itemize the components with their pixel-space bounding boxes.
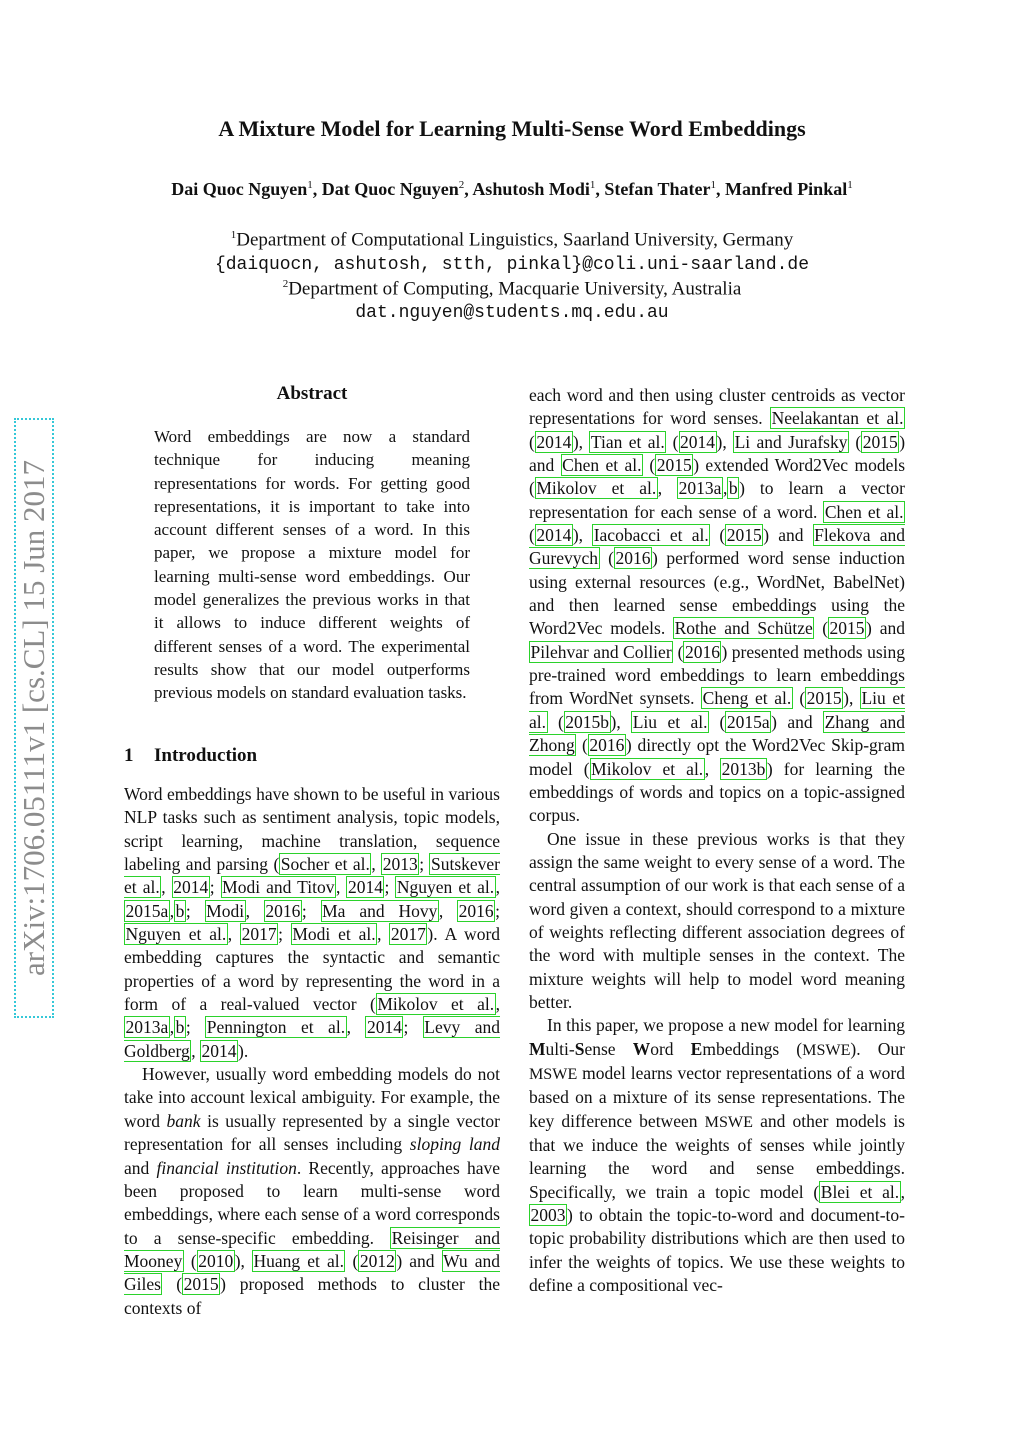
emphasis-text: bank: [166, 1110, 201, 1131]
body-text: and other models is that we induce the weights of senses while jointly learning the word and sense embeddings. Specifically, we train a topic model (: [529, 1110, 905, 1202]
body-text: ,: [169, 900, 175, 921]
citation-link[interactable]: 2015: [829, 618, 865, 639]
affiliation-1-mark: 1: [230, 229, 237, 241]
citation-link[interactable]: 2014: [173, 877, 209, 898]
citation-link[interactable]: 2013b: [721, 758, 766, 779]
citation-link[interactable]: 2013: [382, 854, 418, 875]
body-text: and: [124, 1157, 157, 1178]
paper-title: A Mixture Model for Learning Multi-Sense Word Embeddings: [218, 116, 806, 141]
body-text: ,: [245, 900, 264, 921]
body-text: ,: [495, 994, 500, 1015]
author-name: Stefan Thater: [604, 179, 711, 199]
author-name: Dat Quoc Nguyen: [321, 179, 459, 199]
body-text: ) and: [529, 431, 906, 476]
abstract-heading: Abstract: [276, 383, 348, 404]
author-separator: ,: [312, 179, 322, 199]
body-text: (: [529, 431, 535, 452]
author-affiliation-mark: 1: [710, 179, 717, 191]
arxiv-identifier: arXiv:1706.05111v1 [cs.CL] 15 Jun 2017: [16, 459, 51, 977]
body-text: ),: [716, 431, 734, 452]
citation-link[interactable]: Reisinger and Mooney: [124, 1227, 500, 1271]
emphasis-text: financial institution: [156, 1157, 297, 1178]
citation-link[interactable]: Huang et al.: [253, 1250, 344, 1271]
body-text: ;: [301, 900, 321, 921]
arxiv-stamp[interactable]: [14, 418, 54, 1018]
citation-link[interactable]: 2016: [265, 900, 301, 921]
citation-link[interactable]: Wu and Giles: [124, 1250, 501, 1295]
citation-link[interactable]: Tian et al.: [590, 431, 665, 452]
author-name: Manfred Pinkal: [725, 179, 848, 199]
body-text: ). Our: [850, 1038, 905, 1059]
citation-link[interactable]: b: [728, 478, 738, 499]
bold-letter: E: [690, 1038, 703, 1059]
affiliation-1: [0, 229, 1024, 251]
author-name: Ashutosh Modi: [472, 179, 590, 199]
body-text: ) and: [396, 1250, 442, 1271]
body-text: (: [673, 641, 684, 662]
citation-link[interactable]: 2013a: [125, 1017, 169, 1038]
body-text: ;: [278, 924, 291, 945]
body-text: mbeddings (: [702, 1038, 803, 1059]
citation-link[interactable]: 2015: [656, 455, 692, 476]
citation-link[interactable]: 2016: [458, 900, 494, 921]
body-text: ord: [650, 1038, 691, 1059]
body-text: ) to learn a vector representation for each sense of a word.: [529, 478, 906, 522]
citation-link[interactable]: Modi: [206, 900, 245, 921]
citation-link[interactable]: b: [175, 1017, 185, 1038]
body-text: ). A word embedding captures the syntactic and semantic properties of a word by representing the word in a form of a real-valued vector (: [124, 924, 501, 1015]
citation-link[interactable]: 2014: [366, 1017, 402, 1038]
citation-link[interactable]: Iacobacci et al.: [593, 525, 709, 546]
citation-link[interactable]: Cheng et al.: [702, 688, 792, 709]
author-list: [0, 179, 1024, 200]
email-1: {daiquocn, ashutosh, stth, pinkal}@coli.uni-saarland.de: [214, 255, 810, 275]
body-text: ,: [657, 478, 678, 499]
body-text: ) extended Word2Vec models (: [529, 455, 906, 499]
author-affiliation-mark: 1: [307, 179, 313, 191]
body-text: ;: [403, 1017, 423, 1038]
citation-link[interactable]: Chen et al.: [824, 501, 904, 522]
body-text: ,: [704, 758, 721, 779]
citation-link[interactable]: 2003: [530, 1205, 566, 1226]
body-text: ),: [572, 525, 593, 546]
paragraph: [124, 1063, 500, 1320]
body-text: However, usually word embedding models do not take into account lexical ambiguity. For example, the word: [124, 1064, 500, 1131]
citation-link[interactable]: 2017: [390, 924, 426, 945]
citation-link[interactable]: Ma and Hovy: [322, 900, 438, 921]
body-text: ) and: [763, 525, 813, 546]
citation-link[interactable]: 2014: [680, 431, 715, 452]
citation-link[interactable]: 2015a: [726, 711, 770, 732]
body-text: ,: [371, 854, 382, 875]
emphasis-text: sloping land: [409, 1134, 500, 1155]
body-text: ,: [495, 877, 500, 898]
body-text: . Recently, approaches have been proposed to learn multi-sense word embeddings, where each sense of a word corresponds to a sense-specific embedding.: [124, 1157, 500, 1248]
body-text: ) performed word sense induction using external resources (e.g., WordNet, BabelNet) and then learned sense embeddings using the Word2Vec models.: [529, 548, 905, 639]
abstract-text: Word embeddings are now a standard technique for inducing meaning representations for words. For getting good representations, it is important to take into account different senses of a word. In this paper, we propose a mixture model for learning multi-sense word embeddings. Our model generalizes the previous works in that it allows to induce different weights of different senses of a word. The experimental results show that our model outperforms previous models on standard evaluation tasks.: [154, 427, 470, 703]
citation-link[interactable]: 2012: [359, 1250, 395, 1271]
citation-link[interactable]: 2015a: [125, 900, 169, 921]
body-text: (: [599, 548, 614, 569]
left-column-body: [124, 783, 500, 1320]
body-text: ),: [843, 688, 860, 709]
citation-link[interactable]: 2013a: [678, 478, 722, 499]
bold-letter: M: [529, 1038, 546, 1059]
author-affiliation-mark: 1: [847, 179, 853, 191]
body-text: (: [345, 1250, 359, 1271]
affiliation-2-text: Department of Computing, Macquarie University, Australia: [288, 278, 742, 300]
body-text: (: [162, 1274, 183, 1295]
citation-link[interactable]: 2014: [536, 525, 572, 546]
affiliation-2: [0, 278, 1024, 300]
citation-link[interactable]: b: [175, 900, 185, 921]
citation-link[interactable]: 2015: [806, 688, 842, 709]
body-text: Word embeddings have shown to be useful in various NLP tasks such as sentiment analysis, topic models, script learning, machine translation, sequence labeling and parsing (: [124, 784, 500, 875]
body-text: ) to obtain the topic-to-word and document-to-topic probability distributions which are then used to infer the weights of topics. We use these weights to define a compositional vec-: [529, 1205, 905, 1296]
body-text: ;: [185, 900, 205, 921]
author-separator: ,: [716, 179, 726, 199]
body-text: (: [547, 711, 564, 732]
citation-link[interactable]: Levy and Goldberg: [124, 1017, 500, 1061]
citation-link[interactable]: Liu et al.: [529, 688, 906, 732]
citation-link[interactable]: 2017: [241, 924, 277, 945]
body-text: ) and: [771, 711, 824, 732]
body-text: ) for learning the embeddings of words and topics on a topic-assigned corpus.: [529, 758, 906, 826]
citation-link[interactable]: Liu et al.: [632, 711, 708, 732]
citation-link[interactable]: Mikolov et al.: [591, 758, 704, 779]
paragraph: [529, 828, 905, 1015]
paragraph: [529, 384, 905, 828]
author-separator: ,: [595, 179, 605, 199]
body-text: ,: [161, 877, 172, 898]
body-text: ,: [900, 1181, 905, 1202]
citation-link[interactable]: 2014: [201, 1040, 237, 1061]
body-text: ) and: [866, 618, 905, 639]
body-text: (: [529, 525, 535, 546]
section-title: Introduction: [154, 745, 258, 766]
section-number: 1: [124, 745, 134, 766]
body-text: ) presented methods using pre-trained word embeddings to learn embeddings from WordNet synsets.: [529, 641, 906, 709]
citation-link[interactable]: Modi and Titov: [222, 877, 335, 898]
citation-link[interactable]: Chen et al.: [562, 455, 642, 476]
citation-link[interactable]: Mikolov et al.: [377, 994, 495, 1015]
body-text: ,: [169, 1017, 175, 1038]
body-text: ,: [191, 1040, 201, 1061]
body-text: ),: [610, 711, 632, 732]
body-text: ),: [234, 1250, 253, 1271]
body-text: ulti-: [545, 1038, 575, 1059]
body-text: is usually represented by a single vector representation for all senses including: [124, 1110, 500, 1155]
citation-link[interactable]: 2014: [536, 431, 572, 452]
citation-link[interactable]: Li and Jurafsky: [734, 431, 848, 452]
citation-link[interactable]: 2016: [615, 548, 651, 569]
body-text: ,: [377, 924, 390, 945]
model-name: MSWE: [802, 1041, 851, 1059]
body-text: ;: [495, 900, 500, 921]
model-name: MSWE: [529, 1065, 578, 1083]
bold-letter: W: [632, 1038, 651, 1059]
body-text: ,: [227, 924, 241, 945]
citation-link[interactable]: 2014: [347, 877, 383, 898]
body-text: ;: [384, 877, 396, 898]
citation-link[interactable]: 2010: [198, 1250, 234, 1271]
citation-link[interactable]: Flekova and Gurevych: [529, 525, 905, 569]
body-text: (: [848, 431, 862, 452]
citation-link[interactable]: Socher et al.: [280, 854, 370, 875]
section-heading: [124, 745, 257, 767]
body-text: ,: [722, 478, 728, 499]
email-2: dat.nguyen@students.mq.edu.au: [355, 303, 669, 323]
citation-link[interactable]: Sutskever et al.: [124, 854, 501, 898]
citation-link[interactable]: 2015b: [565, 711, 610, 732]
citation-link[interactable]: 2015: [183, 1274, 219, 1295]
body-text: One issue in these previous works is that they assign the same weight to every sense of a word. The central assumption of our work is that each sense of a word given a context, should correspond to a mixture of weights reflecting different association degrees of the word with multiple senses in the context. The mixture weights will help to model word meaning better.: [529, 828, 905, 1012]
affiliation-2-mark: 2: [282, 278, 289, 290]
citation-link[interactable]: Nguyen et al.: [125, 924, 227, 945]
body-text: In this paper, we propose a new model for learning: [547, 1015, 905, 1036]
body-text: each word and then using cluster centroids as vector representations for word senses.: [529, 385, 905, 429]
body-text: (: [814, 618, 829, 639]
body-text: ),: [572, 431, 590, 452]
paragraph: [529, 1014, 905, 1297]
citation-link[interactable]: Pilehvar and Collier: [530, 641, 672, 662]
model-name: MSWE: [704, 1113, 753, 1131]
body-text: (: [666, 431, 679, 452]
body-text: (: [643, 455, 656, 476]
body-text: ;: [419, 854, 430, 875]
citation-link[interactable]: 2016: [589, 735, 625, 756]
body-text: ).: [238, 1040, 249, 1061]
author-affiliation-mark: 1: [589, 179, 596, 191]
body-text: ,: [346, 1017, 366, 1038]
affiliation-1-text: Department of Computational Linguistics, Saarland University, Germany: [236, 229, 794, 251]
right-column-body: [529, 384, 905, 1297]
author-affiliation-mark: 2: [458, 179, 465, 191]
citation-link[interactable]: Neelakantan et al.: [771, 408, 904, 429]
body-text: ,: [438, 900, 458, 921]
citation-link[interactable]: 2015: [862, 431, 898, 452]
author-name: Dai Quoc Nguyen: [171, 179, 308, 199]
body-text: ense: [584, 1038, 633, 1059]
citation-link[interactable]: Nguyen et al.: [396, 877, 495, 898]
body-text: ) directly opt the Word2Vec Skip-gram model (: [529, 735, 905, 779]
paragraph: [124, 783, 500, 1063]
body-text: (: [710, 525, 726, 546]
author-separator: ,: [464, 179, 473, 199]
body-text: (: [183, 1250, 197, 1271]
citation-link[interactable]: Rothe and Schütze: [674, 618, 813, 639]
body-text: ;: [185, 1017, 206, 1038]
body-text: ) proposed methods to cluster the contexts of: [124, 1274, 500, 1318]
citation-link[interactable]: 2015: [726, 525, 762, 546]
body-text: (: [792, 688, 806, 709]
body-text: ;: [209, 877, 221, 898]
citation-link[interactable]: Zhang and Zhong: [529, 711, 906, 756]
citation-link[interactable]: Mikolov et al.: [536, 478, 657, 499]
body-text: (: [709, 711, 726, 732]
citation-link[interactable]: Modi et al.: [292, 924, 376, 945]
bold-letter: S: [574, 1038, 585, 1059]
body-text: ,: [335, 877, 347, 898]
body-text: model learns vector representations of a word based on a mixture of its sense representations. The key difference between: [529, 1062, 905, 1131]
body-text: (: [576, 735, 588, 756]
citation-link[interactable]: Pennington et al.: [206, 1017, 346, 1038]
citation-link[interactable]: 2016: [684, 641, 720, 662]
citation-link[interactable]: Blei et al.: [820, 1181, 900, 1202]
